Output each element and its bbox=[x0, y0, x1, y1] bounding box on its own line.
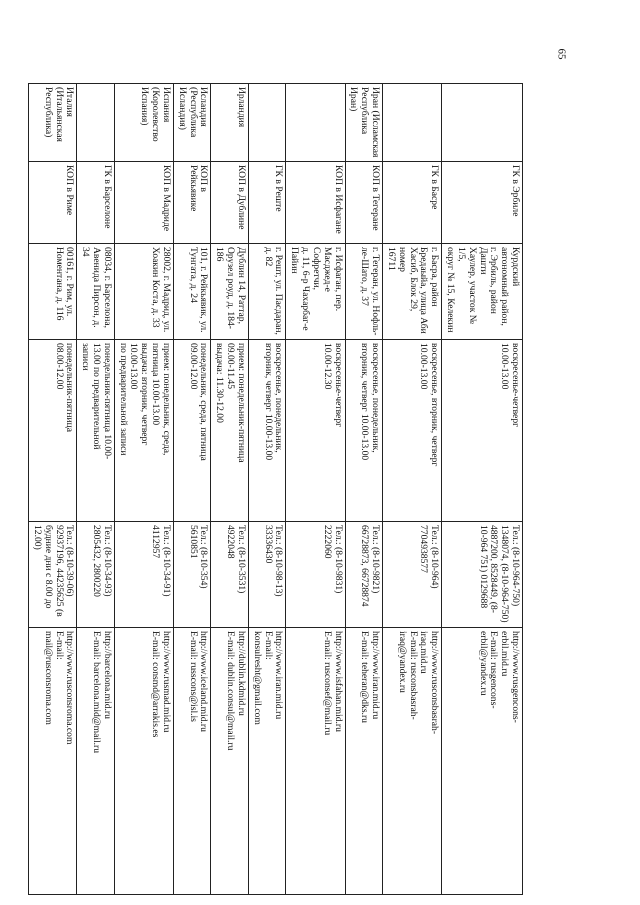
contacts-cell-line: E-mail: consmd@arrakis.es bbox=[150, 631, 162, 738]
office-cell-line: ГК в Эрбиле bbox=[510, 165, 521, 217]
address-cell bbox=[248, 244, 285, 340]
country-cell bbox=[345, 84, 382, 162]
contacts-cell bbox=[211, 628, 248, 895]
phone-cell bbox=[211, 522, 248, 628]
office-cell bbox=[286, 162, 345, 244]
phone-cell-line: 4922048 bbox=[225, 525, 237, 559]
phone-cell-line: 92937196, 44235625 (в bbox=[53, 525, 65, 617]
country-cell bbox=[383, 84, 442, 162]
contacts-cell bbox=[248, 628, 285, 895]
hours-cell bbox=[383, 340, 442, 522]
office-cell-line: КОП в Рейкьявике bbox=[187, 165, 210, 212]
office-cell bbox=[29, 162, 77, 244]
address-cell-line: Орузел роуд, д. 184-186 bbox=[214, 247, 237, 329]
contacts-cell-line: konsulresht@gmail.com bbox=[251, 631, 263, 725]
hours-cell-line: воскресенье, понедельник, bbox=[370, 343, 382, 453]
address-cell-line: Масджед-е Софретчи, bbox=[310, 247, 333, 295]
office-cell bbox=[248, 162, 285, 244]
hours-cell-line: 10.00-13.00 bbox=[128, 343, 140, 390]
hours-cell bbox=[173, 340, 210, 522]
address-cell bbox=[173, 244, 210, 340]
table-row bbox=[29, 84, 77, 895]
hours-cell-line: вторник, четверг 10.00-13.00 bbox=[359, 343, 371, 461]
office-cell-line: ГК в Басре bbox=[429, 165, 441, 210]
contacts-cell-line: E-mail: bbox=[262, 631, 274, 660]
country-cell bbox=[114, 84, 173, 162]
contacts-cell-line: http://barcelona.mid.ru bbox=[101, 631, 113, 719]
phone-cell-line: Тел.: (8-10-3531) bbox=[235, 525, 247, 594]
hours-cell-line: 10.00-13.00 bbox=[418, 343, 430, 390]
contacts-cell-line: E-mail: rusconsbasrah- bbox=[407, 631, 419, 720]
contacts-cell-line: http://www.rusgencons- bbox=[510, 631, 521, 723]
address-cell-line: 28002, г. Мадрид, ул. bbox=[160, 247, 172, 333]
table-row bbox=[345, 84, 382, 895]
contacts-cell-line: E-mail: teheran@dks.ru bbox=[359, 631, 371, 723]
contacts-cell-line: mail@rusconsroma.com bbox=[42, 631, 54, 725]
contacts-cell bbox=[345, 628, 382, 895]
phone-cell bbox=[248, 522, 285, 628]
country-cell-line: Исландия) bbox=[176, 87, 188, 130]
phone-cell bbox=[173, 522, 210, 628]
address-cell-line: 00161, г. Рим, ул. bbox=[64, 247, 76, 317]
hours-cell bbox=[211, 340, 248, 522]
table-row bbox=[173, 84, 210, 895]
contacts-cell bbox=[383, 628, 442, 895]
country-cell bbox=[248, 84, 285, 162]
hours-cell-line: 09.00-11.45 bbox=[225, 343, 237, 390]
hours-cell-line: выдача: 11.30-12.00 bbox=[214, 343, 226, 423]
address-cell-line: г. Решт, ул. Пасдаран, bbox=[273, 247, 285, 335]
phone-cell bbox=[383, 522, 442, 628]
address-cell-line: 16711 bbox=[385, 247, 397, 271]
contacts-cell-line: http://www.isfahan.mid.ru bbox=[332, 631, 344, 732]
country-cell bbox=[173, 84, 210, 162]
address-cell-line: Хоакин Коста, д. 33 bbox=[150, 247, 162, 328]
hours-cell bbox=[286, 340, 345, 522]
hours-cell bbox=[442, 340, 523, 522]
address-cell bbox=[211, 244, 248, 340]
hours-cell bbox=[29, 340, 77, 522]
phone-cell-line: Тел.: (8-10-9831) bbox=[332, 525, 344, 594]
contacts-cell-line: iraq@yandex.ru bbox=[396, 631, 408, 693]
office-cell-line: КОП в Дублине bbox=[235, 165, 247, 230]
consular-offices-table bbox=[28, 83, 523, 895]
phone-cell-line: Тел.: (8-10-34-93) bbox=[101, 525, 113, 597]
phone-cell bbox=[345, 522, 382, 628]
phone-cell-line: Тел.: (8-10-964) bbox=[429, 525, 441, 589]
office-cell-line: ГК в Барселоне bbox=[101, 165, 113, 229]
phone-cell-line: Тел.: (8-10-98-13) bbox=[273, 525, 285, 597]
office-cell bbox=[383, 162, 442, 244]
phone-cell-line: 1348074, (8-10-964-750) bbox=[499, 525, 511, 623]
table-row bbox=[442, 84, 523, 895]
phone-cell bbox=[29, 522, 77, 628]
contacts-cell-line: http://www.rusmad.mid.ru bbox=[160, 631, 172, 733]
phone-cell-line: 7704938577 bbox=[418, 525, 430, 573]
country-cell bbox=[77, 84, 114, 162]
page-number: 65 bbox=[555, 48, 568, 60]
address-cell-line: Курдский bbox=[510, 247, 521, 287]
address-cell-line: Дублин 14, Раттар, bbox=[235, 247, 247, 325]
country-cell-line: (Итальянская bbox=[53, 87, 65, 142]
phone-cell bbox=[442, 522, 523, 628]
address-cell-line: автономный район, bbox=[499, 247, 511, 326]
address-cell-line: Номентана, д. 116 bbox=[53, 247, 65, 321]
hours-cell-line: выдача: вторник, четверг bbox=[139, 343, 151, 446]
contacts-cell-line: E-mail: rusconsef@mail.ru bbox=[321, 631, 333, 736]
phone-cell-line: Тел.: (8-10-9821) bbox=[370, 525, 382, 594]
table-row bbox=[77, 84, 114, 895]
address-cell bbox=[345, 244, 382, 340]
office-cell bbox=[114, 162, 173, 244]
contacts-cell bbox=[29, 628, 77, 895]
address-cell-line: Пайин bbox=[289, 247, 301, 274]
contacts-cell bbox=[114, 628, 173, 895]
contacts-cell-line: http://www.iran.mid.ru bbox=[273, 631, 285, 720]
hours-cell-line: понедельник-пятница 10.00- bbox=[101, 343, 113, 460]
phone-cell-line: 2222060 bbox=[321, 525, 333, 559]
country-cell-line: Исландия bbox=[198, 87, 210, 127]
phone-cell bbox=[286, 522, 345, 628]
country-cell-line: Италия bbox=[64, 87, 76, 117]
contacts-cell-line: http://www.iran.mid.ru bbox=[370, 631, 382, 720]
address-cell-line: Хасиб, Блок 29, номер bbox=[396, 247, 419, 314]
address-cell-line: Хаулер, участок № 1/5, bbox=[455, 247, 478, 327]
hours-cell-line: записи bbox=[80, 343, 92, 371]
hours-cell-line: воскресенье, понедельник, bbox=[273, 343, 285, 453]
contacts-cell-line: erbil@yandex.ru bbox=[477, 631, 489, 696]
address-cell bbox=[29, 244, 77, 340]
contacts-cell bbox=[286, 628, 345, 895]
phone-cell-line: Тел.: (8-10-39-06) bbox=[64, 525, 76, 597]
address-cell-line: 101, г. Рейкьявик, ул. bbox=[198, 247, 210, 333]
country-cell-line: Испания bbox=[160, 87, 172, 123]
phone-cell-line: 33336430 bbox=[262, 525, 274, 564]
office-cell bbox=[211, 162, 248, 244]
address-cell-line: округ № 15, Келекин bbox=[445, 247, 457, 333]
country-cell-line: Иран (Исламская bbox=[370, 87, 382, 158]
phone-cell-line: 10-964 751) 0129688 bbox=[477, 525, 489, 609]
phone-cell-line: 66728873, 66728874 bbox=[359, 525, 371, 607]
office-cell bbox=[77, 162, 114, 244]
contacts-cell-line: http://dublin.kdmid.ru bbox=[235, 631, 247, 716]
address-cell bbox=[286, 244, 345, 340]
address-cell-line: г. Эрбиль, район Дашти bbox=[477, 247, 500, 317]
country-cell-line: (Королевство bbox=[150, 87, 162, 142]
address-cell-line: г. Исфаган, пер. bbox=[332, 247, 344, 312]
contacts-cell-line: E-mail: dublin.consul@mail.ru bbox=[225, 631, 237, 751]
office-cell-line: КОП в Тегеране bbox=[370, 165, 382, 231]
contacts-cell-line: iraq.mid.ru bbox=[418, 631, 430, 674]
hours-cell bbox=[77, 340, 114, 522]
office-cell-line: КОП в Мадриде bbox=[160, 165, 172, 232]
hours-cell-line: 10.00-13.00 bbox=[499, 343, 511, 390]
country-cell-line: (Республика bbox=[187, 87, 199, 138]
address-cell-line: ле-Шато, д. 37 bbox=[359, 247, 371, 306]
address-cell-line: д. 11, 6-р Чахарбаг-е bbox=[300, 247, 312, 331]
address-cell-line: Тунгата, д. 24 bbox=[187, 247, 199, 303]
contacts-cell-line: erbil.mid.ru bbox=[499, 631, 511, 677]
phone-cell-line: Тел.: (8-10-354) bbox=[198, 525, 210, 589]
hours-cell-line: понедельник, среда, пятница bbox=[198, 343, 210, 461]
address-cell bbox=[114, 244, 173, 340]
contacts-cell-line: http://www.rusconsbasrah- bbox=[429, 631, 441, 735]
hours-cell bbox=[114, 340, 173, 522]
country-cell bbox=[286, 84, 345, 162]
hours-cell-line: прием: понедельник-пятница bbox=[235, 343, 247, 463]
hours-cell-line: воскресенье-четверг bbox=[510, 343, 521, 428]
address-cell-line: Бредаыйа, улица Аби bbox=[418, 247, 430, 334]
hours-cell-line: вторник, четверг 10.00-13.00 bbox=[262, 343, 274, 461]
hours-cell-line: 13.00 по предварительной bbox=[91, 343, 103, 450]
table-row bbox=[383, 84, 442, 895]
country-cell bbox=[211, 84, 248, 162]
address-cell-line: Авенида Пирсон, д. 34 bbox=[80, 247, 103, 330]
contacts-cell-line: E-mail: russcons@isl.is bbox=[187, 631, 199, 722]
hours-cell-line: 09.00-12.00 bbox=[187, 343, 199, 390]
hours-cell-line: понедельник-пятница bbox=[64, 343, 76, 433]
office-cell-line: КОП в Исфагане bbox=[332, 165, 344, 234]
address-cell-line: д. 82 bbox=[262, 247, 274, 267]
phone-cell-line: Тел.: (8-10-34-91) bbox=[160, 525, 172, 597]
address-cell bbox=[77, 244, 114, 340]
address-cell-line: г. Тегеран, ул. Нофль- bbox=[370, 247, 382, 336]
contacts-cell-line: http://www.rusconsroma.com bbox=[64, 631, 76, 745]
contacts-cell bbox=[77, 628, 114, 895]
contacts-cell-line: E-mail: bbox=[53, 631, 65, 660]
phone-cell bbox=[114, 522, 173, 628]
contacts-cell-line: E-mail: rusgencons- bbox=[488, 631, 500, 709]
office-cell bbox=[173, 162, 210, 244]
address-cell bbox=[383, 244, 442, 340]
table-row bbox=[248, 84, 285, 895]
office-cell-line: КОП в Риме bbox=[64, 165, 76, 216]
country-cell bbox=[29, 84, 77, 162]
phone-cell-line: 4112957 bbox=[150, 525, 162, 559]
hours-cell-line: пятница 10.00-13.00 bbox=[150, 343, 162, 426]
phone-cell-line: 12.00) bbox=[31, 525, 43, 550]
address-cell bbox=[442, 244, 523, 340]
table-row bbox=[114, 84, 173, 895]
rotated-table-container bbox=[31, 83, 523, 895]
hours-cell-line: по предварительной записи bbox=[117, 343, 129, 456]
office-cell bbox=[442, 162, 523, 244]
address-cell-line: 08034, г. Барселона, bbox=[101, 247, 113, 329]
table-row bbox=[211, 84, 248, 895]
country-cell-line: Ирландия bbox=[235, 87, 247, 128]
phone-cell bbox=[77, 522, 114, 628]
contacts-cell bbox=[173, 628, 210, 895]
country-cell-line: Испания) bbox=[139, 87, 151, 126]
contacts-cell-line: E-mail: barcelona.mid@mail.ru bbox=[91, 631, 103, 754]
table-row bbox=[286, 84, 345, 895]
phone-cell-line: 4887200, 8528449, (8- bbox=[488, 525, 500, 613]
hours-cell-line: воскресенье, вторник, четверг bbox=[429, 343, 441, 467]
hours-cell-line: прием: понедельник, среда, bbox=[160, 343, 172, 456]
address-cell-line: г. Басра, район bbox=[429, 247, 441, 307]
contacts-cell-line: http://www.iceland.mid.ru bbox=[198, 631, 210, 732]
contacts-cell bbox=[442, 628, 523, 895]
hours-cell-line: воскресенье-четверг bbox=[332, 343, 344, 428]
phone-cell-line: 5610851 bbox=[187, 525, 199, 559]
hours-cell bbox=[248, 340, 285, 522]
phone-cell-line: будние дни с 8.00 до bbox=[42, 525, 54, 609]
office-cell bbox=[345, 162, 382, 244]
hours-cell-line: 10.00-12.30 bbox=[321, 343, 333, 390]
phone-cell-line: 2805432, 2800220 bbox=[91, 525, 103, 597]
phone-cell-line: Тел.: (8-10-964-750) bbox=[510, 525, 521, 607]
country-cell bbox=[442, 84, 523, 162]
country-cell-line: Республика) bbox=[42, 87, 54, 138]
country-cell-line: Республика Иран) bbox=[348, 87, 371, 137]
hours-cell bbox=[345, 340, 382, 522]
hours-cell-line: 08.00-12.00 bbox=[53, 343, 65, 390]
office-cell-line: ГК в Реште bbox=[273, 165, 285, 212]
table-body bbox=[29, 84, 523, 895]
